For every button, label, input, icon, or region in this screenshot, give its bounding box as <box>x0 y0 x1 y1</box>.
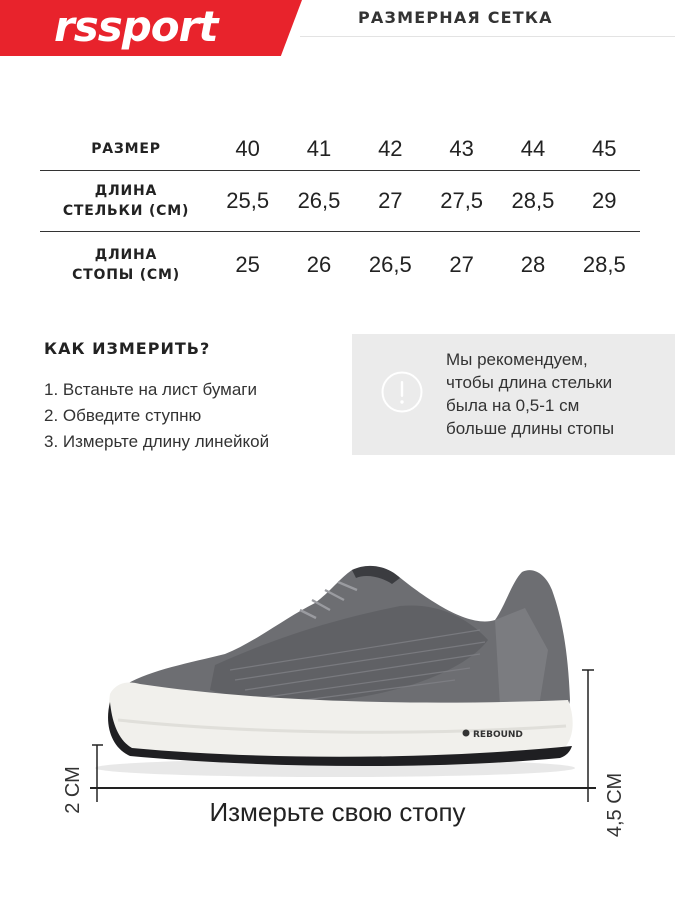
size-value: 40 <box>235 136 260 161</box>
foot-length-value: 25 <box>235 252 260 277</box>
size-value: 44 <box>520 136 546 161</box>
table-row-foot-length <box>40 232 640 298</box>
rebound-logo-icon <box>463 730 470 737</box>
foot-length-value: 26,5 <box>368 252 412 277</box>
row-label-foot-length <box>40 245 212 285</box>
foot-length-value: 26 <box>306 252 332 277</box>
row-label-insole-length <box>40 181 212 221</box>
size-value: 41 <box>306 136 332 161</box>
row-label-line: ДЛИНА <box>94 183 158 199</box>
size-value: 43 <box>449 136 474 161</box>
foot-length-value: 27 <box>449 252 474 277</box>
recommendation-line: чтобы длина стельки <box>446 373 613 392</box>
recommendation-line: Мы рекомендуем, <box>446 350 588 369</box>
row-label-size: РАЗМЕР <box>91 141 161 157</box>
insole-length-value: 29 <box>592 188 617 213</box>
size-chart-table <box>40 128 640 298</box>
row-label-line: ДЛИНА <box>94 247 158 263</box>
row-label-line: СТЕЛЬКИ (СМ) <box>62 203 190 219</box>
recommendation-text <box>446 348 668 440</box>
table-row-insole-length <box>40 170 640 232</box>
insole-length-value: 25,5 <box>226 188 270 213</box>
left-dimension-label: 2 СМ <box>62 766 84 814</box>
insole-length-value: 27,5 <box>440 188 484 213</box>
brand-logo: rssport <box>54 2 218 51</box>
list-item: 1. Встаньте на лист бумаги <box>44 380 257 399</box>
recommendation-line: больше длины стопы <box>446 419 615 438</box>
measure-steps-list <box>44 377 269 455</box>
list-item: 3. Измерьте длину линейкой <box>44 432 270 451</box>
recommendation-box <box>352 334 675 455</box>
insole-length-value: 28,5 <box>511 188 555 213</box>
header-divider <box>300 36 675 37</box>
insole-length-value: 26,5 <box>297 188 341 213</box>
size-value: 45 <box>592 136 617 161</box>
size-value: 42 <box>378 136 403 161</box>
table-row-size <box>40 128 640 170</box>
exclamation-circle-icon <box>380 370 424 414</box>
recommendation-line: была на 0,5-1 см <box>446 396 580 415</box>
insole-length-value: 27 <box>378 188 403 213</box>
row-label-line: СТОПЫ (СМ) <box>72 267 180 283</box>
page-title: РАЗМЕРНАЯ СЕТКА <box>358 8 553 27</box>
foot-length-value: 28,5 <box>582 252 626 277</box>
foot-length-value: 28 <box>520 252 546 277</box>
right-dimension-label: 4,5 СМ <box>604 772 626 838</box>
shoe-brand-text: REBOUND <box>473 730 523 740</box>
how-to-measure-title: КАК ИЗМЕРИТЬ? <box>44 339 211 358</box>
measure-caption: Измерьте свою стопу <box>209 797 466 827</box>
list-item: 2. Обведите ступню <box>44 406 202 425</box>
